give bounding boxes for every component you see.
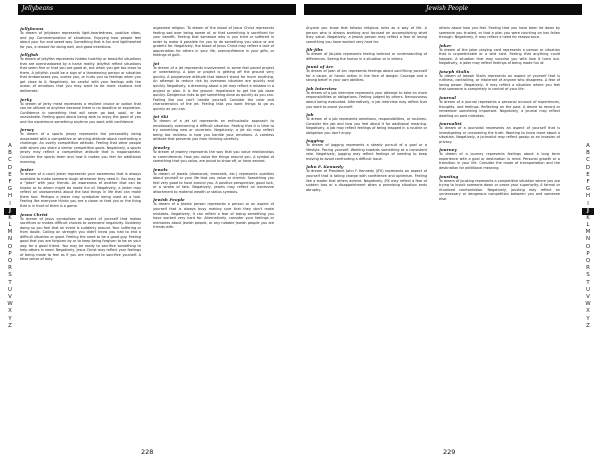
entry-title: Jerky [20,96,32,102]
letter-tab-a: A [8,143,12,149]
text-column [439,26,560,444]
letter-tab-g: G [7,186,13,193]
entry-text: To dream of jogging represents a steady pursuit of a goal or a lifestyle. Pacing yourself. Working towards something at a consistent rate. Negatively, jogging may reflect feelings of needing to keep moving to avoid confronting a difficult issue. [306,143,427,161]
letter-tab-h: H [7,193,13,200]
letter-tab-b: B [8,150,12,157]
entry-text: To dream of a journalist represents an aspect of yourself that is investigating or uncovering the truth. Wanting to know more about a situation. Negatively, a journalist may reflect gossip or an invasion of privacy. [439,126,560,144]
entry-text: To dream of Joan of Arc represents feelings about sacrificing yourself for a cause, or heroic action in the face of danger. Courage and a strong belief in your own abilities. [306,69,427,83]
dictionary-entry [20,167,141,208]
letter-tab-t: T [8,279,12,286]
dictionary-entry [20,97,141,125]
entry-title: Jogging [306,138,324,144]
letter-tab-y: Y [586,315,590,322]
entry-title: Journey [439,147,457,153]
dictionary-entry [153,61,274,111]
letter-tab-o: O [585,243,591,250]
entry-text: To dream of a court jester represents your awareness that is always available to make someone laugh whenever they need it. You may be a "joker" with your friends. An awareness of another that can be known or to whom might be made fun of. Negatively, a jester may reflect an unawareness about the bad things in life that can make them fool. Perhaps a jester may symbolize being used as a tool. Feeling like everyone thinks you are a clown or that you or the thing that is in front of them is a game. [20,172,141,208]
letter-tab-j: J [4,208,16,215]
letter-tab-v: V [8,293,12,300]
entry-title: Jester [20,167,34,173]
entry-title: Jewels [153,166,168,172]
entry-text: To dream of a Jewish person represents a person or an aspect of yourself that is always busy making sure that they don't make mistakes. Negatively, it can reflect a fear of losing something you have worked very hard for. Alternatively, consider your feelings or memories about Jewish people, or any notable Jewish people you are friends with. [153,202,274,230]
letter-tab-z: Z [586,322,590,329]
entry-text: To dream of a job represents ambitions, responsibilities, or routines. Consider the job and how you feel about it for additional meaning. Negatively, a job may reflect feelings of being trapped in a routine or obligation you don't enjoy. [306,117,427,135]
dictionary-entry [20,26,141,49]
entry-text: To dream of Jesus symbolizes an aspect of yourself that makes sacrifices or makes difficult choices to overcome negativity. Suddenly doing so you feel that an event is suddenly around. Your suffering or from doubt. Calling on strength you didn't know you had to end a difficult situation or good. Feeling the need to be a good guy. Feeling good that you are forgiven by or to keep being forgiven to be on your way for a good friend. You may be ready to sacrifice something to help others in need. Negatively, Jesus Christ may reflect your feelings of being made to feel as if you are required to sacrifice yourself. A false sense of duty. [20,216,141,262]
text-column [20,26,141,444]
letter-tab-c: C [8,157,12,164]
letter-tab-k: K [8,214,12,221]
alphabet-tabs [4,143,16,330]
text-columns [306,26,560,444]
letter-tab-l: L [586,222,590,229]
letter-tab-g: G [585,186,591,193]
letter-tab-x: X [8,308,12,315]
letter-tab-p: P [8,250,12,257]
entry-text: To dream of jib-jabs represents feeling tolerant or understanding of differences. Seeing the humor in a situation or in others. [306,52,427,61]
entry-title: Jet [153,60,160,66]
letter-tab-d: D [585,164,591,171]
letter-tab-s: S [586,272,590,279]
text-columns [20,26,274,444]
entry-text: others about how you feel. Feeling that you have been let down by someone you trusted, or that a plan you were counting on has fallen through. Negatively, it may reflect a need for reassurance. [439,26,560,40]
entry-text: To dream of jewels (diamonds, emeralds, etc.) represents qualities about yourself or your life that you value or cherish. Something you feel very good to have around you. A positive perspective, good luck, or a stroke of fate. Negatively, jewels may reflect an excessive attachment to material wealth or status symbols. [153,171,274,194]
letter-tab-q: Q [585,258,591,264]
dictionary-entry [439,26,560,40]
letter-tab-o: O [7,243,13,250]
dictionary-entry [306,86,427,109]
page-number: 229 [443,448,456,456]
entry-title: Joker [439,42,452,48]
running-header [304,4,582,15]
dictionary-entry [439,69,560,92]
running-header-title: Jewish People [426,5,469,12]
letter-tab-f: F [586,178,590,185]
dictionary-entry [306,64,427,83]
entry-text: To dream of jousting represents a competitive situation where you are trying to knock someone down or prove your superiority. A formal or ritualized confrontation. Negatively, jousting may reflect an unnecessary or dangerous competition between you and someone else. [439,178,560,201]
dictionary-entry [153,145,274,164]
entry-text: To dream of a journey represents feelings about a long term experience with a goal or destination in mind. Personal growth or a transition in your life. Consider the mode of transportation and the destination for additional meaning. [439,152,560,171]
letter-tab-w: W [7,301,13,308]
entry-text: Anyone you know that follows religious rules as a way of life. A person who is always working and focused on accomplishing what they value. Negatively, a Jewish person may reflect a fear of losing something you have worked very hard for. [306,26,427,44]
page-number: 228 [141,448,154,456]
entry-title: Jellybeans [20,26,44,31]
letter-tab-a: A [586,143,590,149]
entry-text: To dream of a sports jersey represents the personality being associated with a competitive or winning attitude about confronting a challenge. An overly competitive attitude. Feeling that other people with whom you share a similar competitive goals. Negatively, a sports jersey may reflect a competitive attitude that is inappropriate. Consider the sports team and how it makes you feel for additional meaning. [20,132,141,164]
letter-tab-w: W [585,301,591,308]
dictionary-entry [306,164,427,192]
right-page [300,0,600,466]
entry-title: Jet Ski [153,114,169,120]
letter-tab-x: X [586,308,590,315]
entry-text: To dream of a jet ski represents an enthusiastic approach to emotionally overcoming a difficult situation. Feeling that it is time to try something new or uncertain. Negatively, a jet ski may reflect being too reckless in how you handle your emotions. A careless attitude that prevents you from thinking carefully. [153,119,274,142]
entry-text: To dream of jellyfish represents hidden hostility or beautiful situations that are overshadowed by a harsh reality. Jellyfish reflect situations that seem fine or that you are good at, but when you get too close to them, A jellyfish could be a sign of a threatening person or situation that embarrasses you, scares you, or hurts you so feelings when you get close to it. Negatively, be careful with your feelings with the ocean of emotions that you may want to be more cautious and deliberate. [20,57,141,94]
entry-title: Jib-Jibs [306,47,323,53]
letter-tab-l: L [8,222,12,229]
dictionary-entry [439,147,560,170]
letter-tab-m: M [7,229,13,236]
dictionary-entry [439,95,560,118]
letter-tab-i: I [9,200,11,207]
text-column [153,26,274,444]
letter-tab-u: U [586,286,590,293]
alphabet-tabs [582,143,594,330]
letter-tab-b: B [586,150,590,157]
letter-tab-q: Q [7,258,13,264]
letter-tab-f: F [8,178,12,185]
dictionary-entry [306,138,427,161]
dictionary-entry [439,174,560,202]
entry-text: organized religion. To dream of the blood of Jesus Christ represents feeling sad over being aware of, or that something is sacrificed for your benefit. Feeling that someone who is you tried or suffered in order to make it possible for you to do something you value or are grateful for. Negatively, the blood of Jesus Christ may reflect a lack of appreciation for others in your life, overconfidence in your gifts, or feelings of guilt. [153,26,274,58]
letter-tab-z: Z [8,322,12,329]
letter-tab-r: R [8,265,12,272]
entry-title: Job Interview [306,85,337,91]
running-header [18,4,296,15]
letter-tab-u: U [8,286,12,293]
entry-title: Joseph Stalin [439,68,470,74]
letter-tab-e: E [8,171,12,178]
entry-title: Journalist [439,121,462,127]
running-header-title: Jellybeans [22,5,54,12]
dictionary-entry [20,127,141,164]
letter-tab-n: N [7,236,13,243]
entry-text: To dream of jewelry represents the way that you value relationships or commitments. How you value the things around you. A symbol of something that you value, are proud to show off, or have earned. [153,150,274,164]
dictionary-entry [153,26,274,58]
letter-tab-v: V [586,293,590,300]
entry-text: To dream of President John F. Kennedy (JFK) represents an aspect of yourself that is taking charge with confidence and optimism. Feeling like a leader that others admire. Negatively, JFK may reflect a fear of sudden loss or a disappointment when a promising situation ends abruptly. [306,169,427,192]
letter-tab-s: S [8,272,12,279]
text-column [306,26,427,444]
letter-tab-r: R [586,265,590,272]
letter-tab-y: Y [8,315,12,322]
entry-title: John F. Kennedy [306,164,344,170]
letter-tab-j: J [582,208,594,215]
letter-tab-t: T [586,279,590,286]
entry-title: Jaunt of Arc [306,64,334,70]
entry-title: Jousting [439,173,459,179]
entry-title: Jersey [20,127,34,133]
entry-text: To dream of jerky meat represents a resilient choice or option that can be utilized at anytime because there is no deadline or expiration. Confidence in something that will never go bad, spoil, or be unavailable. Feeling good about being able to enjoy the good of you and the experience something anytime you want with confidence. [20,101,141,124]
dictionary-entry [306,47,427,61]
entry-title: Jellyfish [20,52,39,58]
dictionary-entry [306,112,427,135]
entry-text: To dream of jellybean represents light-heartedness, positive vibes, and joy. Commemoration of situations. Enjoying how people feel about your fun and sweet way. Something that is fun and lighthearted for you, a reward for doing well, and good intentions. [20,31,141,49]
dictionary-entry [306,26,427,44]
letter-tab-e: E [586,171,590,178]
dictionary-entry [20,212,141,262]
entry-text: To dream of a journal represents a personal account of experiences, thoughts, and feelings. Reflecting on the past. A desire to record or remember something important. Negatively, a journal may reflect dwelling on past mistakes. [439,100,560,118]
entry-title: Jewelry [153,145,170,151]
entry-title: Journal [439,95,456,101]
letter-tab-i: I [587,200,589,207]
entry-title: Job [306,112,314,118]
entry-title: Jesus Christ [20,211,48,217]
letter-tab-c: C [586,157,590,164]
letter-tab-d: D [7,164,13,171]
letter-tab-p: P [586,250,590,257]
letter-tab-m: M [585,229,591,236]
entry-text: To dream of a jet represents involvement in some fast paced project or undertaking. A plan or project is getting off the ground very quickly. A progressive attitude that doesn't stand for much anything. An attempt to reduce risk by overseas situation are quickly and quickly. Negatively, a dreaming about a jet may reflect a mistake in a project or plan. It is the ground. Impatience to get the job done quickly. Dangerous risks to get something done as quickly as you can. Feeling like you can't handle yourself. Consider the color and characteristics of the jet. Feeling that you want things to go as quickly as you can. [153,65,274,111]
entry-text: To dream of Joseph Stalin represents an aspect of yourself that is ruthless, controlling, or intolerant of anyone who disagrees. A fear of losing power. Negatively, it may reflect a situation where you feel that someone is completely in control of your life. [439,73,560,92]
dictionary-entry [153,197,274,229]
entry-text: To dream of a job interview represents your attempt to take on more responsibilities or obligations. Feeling judged by others. Nervousness about being evaluated. Alternatively, a job interview may reflect that you want to prove yourself. [306,90,427,109]
dictionary-entry [153,114,274,142]
dictionary-entry [153,167,274,195]
letter-tab-h: H [585,193,591,200]
dictionary-entry [439,121,560,144]
entry-text: To dream of the joker playing card represents a person or situation that is unpredictable or a wild card. Feeling that anything could happen. A situation that may surprise you with how it turns out. Negatively, a joker may reflect feelings of being made fun of. [439,47,560,66]
dictionary-entry [439,43,560,66]
letter-tab-n: N [585,236,591,243]
letter-tab-k: K [586,214,590,221]
entry-title: Jewish People [153,197,185,203]
dictionary-entry [20,52,141,93]
